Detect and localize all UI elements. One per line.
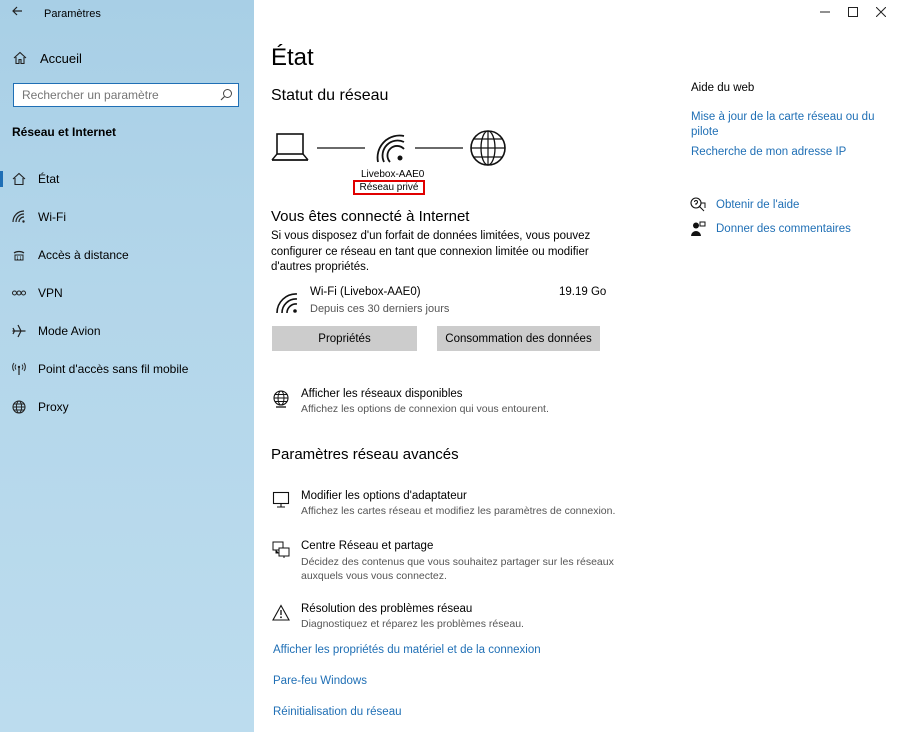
connection-usage: 19.19 Go [559,286,607,298]
adapter-options-title[interactable]: Modifier les options d'adaptateur [301,490,467,502]
sidebar-item-label: Accès à distance [38,248,129,262]
globe-icon[interactable] [272,390,290,408]
feedback-icon [690,221,706,237]
sidebar-section-title: Réseau et Internet [12,125,117,139]
page-title: État [271,44,314,71]
web-help-title: Aide du web [691,82,755,94]
home-link[interactable] [12,50,82,66]
network-reset-link[interactable]: Réinitialisation du réseau [273,706,402,718]
internet-globe-icon [471,131,505,165]
troubleshoot-title[interactable]: Résolution des problèmes réseau [301,603,473,615]
network-diagram [271,128,511,172]
wifi-connection-icon [275,292,299,314]
network-profile-label: Réseau privé [359,182,419,193]
properties-button[interactable]: Propriétés [272,326,417,351]
home-icon [12,50,28,66]
sidebar-item-dialup[interactable] [0,240,254,270]
globe-icon [11,399,27,415]
network-profile-badge [353,180,425,195]
laptop-icon [272,134,308,160]
back-arrow-icon[interactable] [10,4,24,18]
feedback-link[interactable]: Donner des commentaires [716,223,851,235]
sidebar-item-label: VPN [38,286,63,300]
sidebar-item-hotspot[interactable] [0,354,254,384]
connected-description: Si vous disposez d'un forfait de données limitées, vous pouvez configurer ce réseau en tant que connexion limitée ou modifier d'autres propriétés. [271,230,591,273]
network-name: Livebox-AAE0 [361,169,425,180]
sidebar-item-label: Point d'accès sans fil mobile [38,362,189,376]
update-driver-link[interactable]: Mise à jour de la carte réseau ou du pilote [691,111,875,138]
network-center-desc: Décidez des contenus que vous souhaitez partager sur les réseaux auxquels vous vous connectez. [301,556,614,582]
sidebar [0,0,254,732]
hotspot-icon [11,361,27,377]
search-icon[interactable] [218,87,234,103]
connection-period: Depuis ces 30 derniers jours [310,303,450,315]
sidebar-item-proxy[interactable] [0,392,254,422]
advanced-title: Paramètres réseau avancés [271,446,459,463]
sidebar-item-label: Wi-Fi [38,210,66,224]
vpn-icon [11,285,27,301]
sidebar-item-label: État [38,172,60,186]
search-box[interactable] [13,83,239,107]
show-networks-title[interactable]: Afficher les réseaux disponibles [301,388,463,400]
get-help-link[interactable]: Obtenir de l'aide [716,199,800,211]
sidebar-item-vpn[interactable] [0,278,254,308]
show-networks-desc: Affichez les options de connexion qui vous entourent. [301,403,549,415]
sidebar-item-etat[interactable] [0,164,254,194]
home-status-icon [11,171,27,187]
network-sharing-icon[interactable] [272,541,290,559]
sidebar-item-label: Mode Avion [38,324,101,338]
help-chat-icon [690,197,706,213]
wifi-router-icon [378,136,404,162]
connected-title: Vous êtes connecté à Internet [271,208,470,225]
sidebar-item-wifi[interactable] [0,202,254,232]
network-status-title: Statut du réseau [271,87,389,104]
sidebar-item-airplane[interactable] [0,316,254,346]
home-label: Accueil [40,50,82,66]
sidebar-item-label: Proxy [38,400,69,414]
main-content [254,0,900,732]
adapter-options-desc: Affichez les cartes réseau et modifiez les paramètres de connexion. [301,505,616,517]
firewall-link[interactable]: Pare-feu Windows [273,675,367,687]
window-title: Paramètres [44,8,101,20]
search-input[interactable] [14,84,218,106]
adapter-icon[interactable] [272,491,290,509]
dialup-icon [11,247,27,263]
connection-name: Wi-Fi (Livebox-AAE0) [310,286,421,298]
airplane-icon [11,323,27,339]
troubleshoot-desc: Diagnostiquez et réparez les problèmes réseau. [301,618,524,630]
warning-icon[interactable] [272,604,290,622]
hardware-properties-link[interactable]: Afficher les propriétés du matériel et de la connexion [273,644,541,656]
find-ip-link[interactable]: Recherche de mon adresse IP [691,146,847,158]
wifi-icon [11,209,27,225]
network-center-title[interactable]: Centre Réseau et partage [301,540,434,552]
data-usage-button[interactable]: Consommation des données [437,326,600,351]
